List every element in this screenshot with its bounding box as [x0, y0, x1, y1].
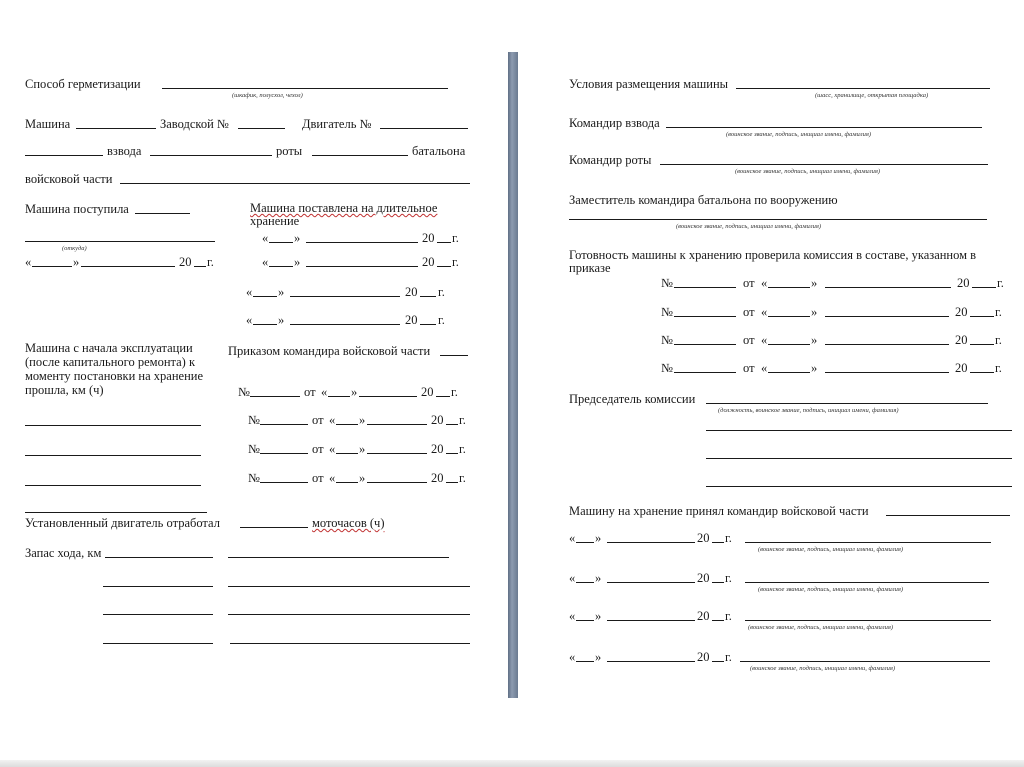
- placement-label: Условия размещения машины: [569, 77, 729, 91]
- range-line-a1: [105, 557, 213, 558]
- readiness-line-2: приказе: [569, 261, 611, 275]
- order-label: Приказом командира войсковой части: [228, 344, 431, 358]
- range-line-a4: [103, 643, 213, 644]
- member-line-3: [706, 486, 1012, 487]
- deputy-caption: (воинское звание, подпись, инициал имени, фамилия): [676, 223, 822, 230]
- bottom-shadow: [0, 760, 1024, 767]
- range-label: Запас хода, км: [25, 546, 102, 560]
- engine-label: Двигатель №: [302, 117, 372, 131]
- company-cmd-line: [660, 164, 988, 165]
- operation-line-3: моменту постановки на хранение: [25, 369, 204, 383]
- serial-label: Заводской №: [160, 117, 229, 131]
- operation-line-1: Машина с начала эксплуатации: [25, 341, 193, 355]
- from-caption: (откуда): [62, 245, 87, 252]
- operation-line-2: (после капитального ремонта) к: [25, 355, 196, 369]
- range-line-b4: [230, 643, 470, 644]
- page-divider: [508, 52, 518, 698]
- arrived-line: [135, 213, 190, 214]
- platoon-line: [25, 155, 103, 156]
- company-cmd-label: Командир роты: [569, 153, 652, 167]
- engine-hours-label: моточасов (ч): [312, 516, 385, 530]
- deputy-line: [569, 219, 987, 220]
- platoon-cmd-caption: (воинское звание, подпись, инициал имени, фамилия): [726, 131, 872, 138]
- range-line-b3: [228, 614, 470, 615]
- machine-label: Машина: [25, 117, 71, 131]
- engine-line: [380, 128, 468, 129]
- accepted-label: Машину на хранение принял командир войсковой части: [569, 504, 869, 518]
- operation-field-1: [25, 425, 201, 426]
- sealing-label: Способ герметизации: [25, 77, 141, 91]
- range-line-a3: [103, 614, 213, 615]
- serial-line: [238, 128, 285, 129]
- operation-field-3: [25, 485, 201, 486]
- machine-line: [76, 128, 156, 129]
- deputy-label: Заместитель командира батальона по вооружению: [569, 193, 838, 207]
- range-line-b1: [228, 557, 449, 558]
- company-label: роты: [276, 144, 303, 158]
- sealing-line: [162, 88, 448, 89]
- platoon-label: взвода: [107, 144, 142, 158]
- operation-field-2: [25, 455, 201, 456]
- storage-title-1: Машина поставлена на длительное: [250, 201, 438, 215]
- operation-line-4: прошла, км (ч): [25, 383, 104, 397]
- platoon-cmd-label: Командир взвода: [569, 116, 660, 130]
- placement-line: [736, 88, 990, 89]
- arrived-label: Машина поступила: [25, 202, 129, 216]
- readiness-line-1: Готовность машины к хранению проверила комиссия в составе, указанном в: [569, 248, 977, 262]
- sealing-caption: (шкафик, полусхол, чехол): [232, 92, 303, 99]
- engine-worked-label: Установленный двигатель отработал: [25, 516, 220, 530]
- platoon-cmd-line: [666, 127, 982, 128]
- range-line-b2: [228, 586, 470, 587]
- battalion-line: [312, 155, 408, 156]
- company-line: [150, 155, 272, 156]
- battalion-label: батальона: [412, 144, 466, 158]
- unit-line: [120, 183, 470, 184]
- chairman-label: Председатель комиссии: [569, 392, 696, 406]
- member-line-2: [706, 458, 1012, 459]
- engine-worked-line: [240, 527, 308, 528]
- company-cmd-caption: (воинское звание, подпись, инициал имени, фамилия): [735, 168, 881, 175]
- accepted-line: [886, 515, 1010, 516]
- operation-field-4: [25, 512, 207, 513]
- range-line-a2: [103, 586, 213, 587]
- order-line: [440, 355, 468, 356]
- member-line-1: [706, 430, 1012, 431]
- chairman-line: [706, 403, 988, 404]
- chairman-caption: (должность, воинское звание, подпись, инициал имени, фамилия): [718, 407, 899, 414]
- placement-caption: (шасс, хранилище, открытая площадка): [815, 92, 929, 99]
- arrived-from-line: [25, 241, 215, 242]
- storage-title-2: хранение: [250, 214, 300, 228]
- unit-label: войсковой части: [25, 172, 113, 186]
